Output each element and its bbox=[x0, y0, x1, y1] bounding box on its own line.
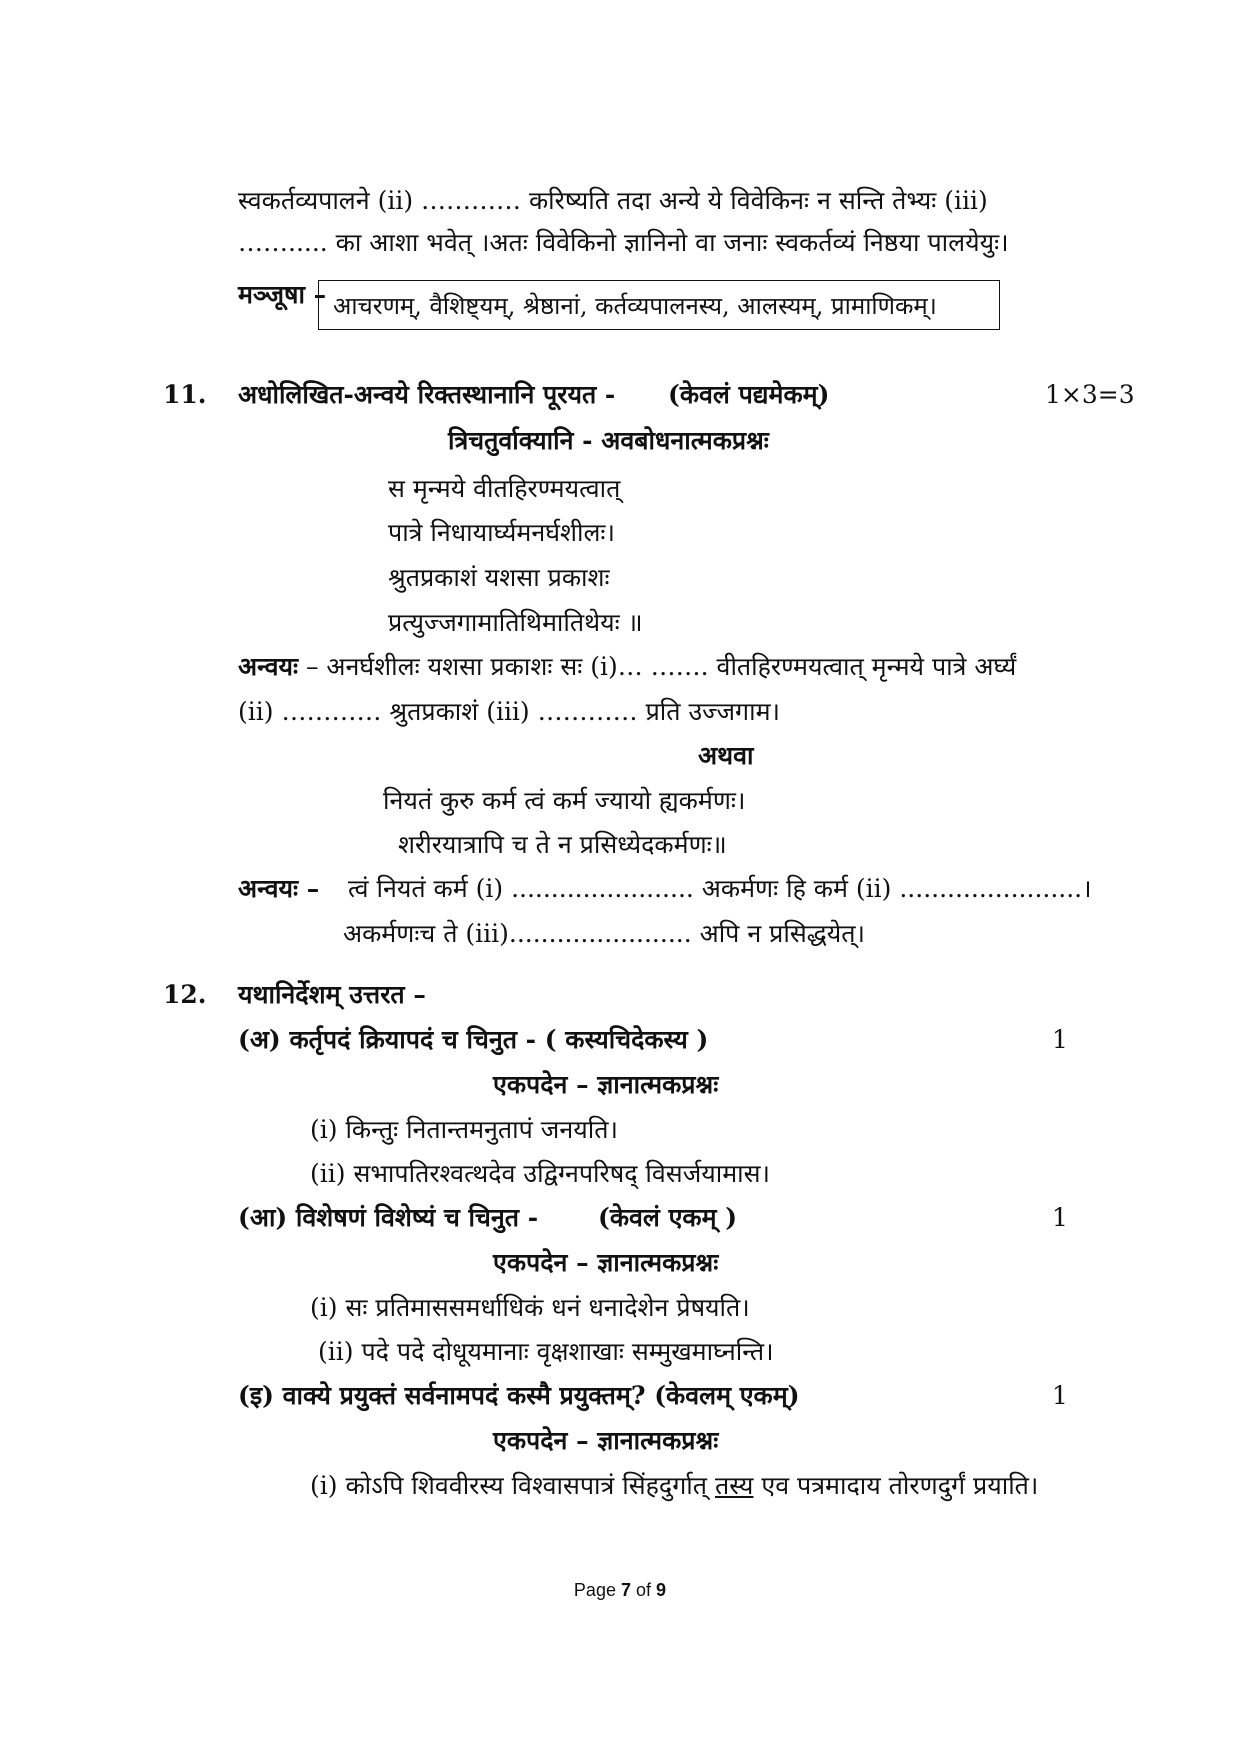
manjusha-label: मञ्जूषा – bbox=[238, 280, 327, 309]
verse2-line-1: नियतं कुरु कर्म त्वं कर्म ज्यायो ह्यकर्मणः। bbox=[383, 786, 746, 815]
anvaya2-label: अन्वयः – bbox=[238, 874, 320, 903]
anvaya1-label: अन्वयः bbox=[238, 652, 299, 681]
q12a-subheading: एकपदेन – ज्ञानात्मकप्रश्नः bbox=[493, 1070, 719, 1099]
footer-of-word: of bbox=[636, 1580, 652, 1600]
q12aa-marks: 1 bbox=[1052, 1203, 1068, 1232]
passage-line-1: स्वकर्तव्यपालने (ii) ………… करिष्यति तदा अन्ये ये विवेकिनः न सन्ति तेभ्यः (iii) bbox=[238, 186, 988, 215]
verse2-line-2: शरीरयात्रापि च ते न प्रसिध्येदकर्मणः॥ bbox=[398, 830, 727, 859]
manjusha-words: आचरणम्, वैशिष्ट्यम्, श्रेष्ठानां, कर्तव्यपालनस्य, आलस्यम्, प्रामाणिकम्। bbox=[333, 291, 937, 320]
q12aa-subheading: एकपदेन – ज्ञानात्मकप्रश्नः bbox=[493, 1248, 719, 1277]
q11-number: 11. bbox=[163, 380, 207, 409]
athava: अथवा bbox=[698, 741, 754, 770]
q12a-marks: 1 bbox=[1052, 1025, 1068, 1054]
q12aa-note: (केवलं एकम् ) bbox=[598, 1203, 738, 1232]
verse1-line-1: स मृन्मये वीतहिरण्मयत्वात् bbox=[388, 474, 621, 503]
verse1-line-4: प्रत्युज्जगामातिथिमातिथेयः ॥ bbox=[388, 608, 643, 637]
q12aa-item-2: (ii) पदे पदे दोधूयमानाः वृक्षशाखाः सम्मुखमाघ्नन्ति। bbox=[318, 1337, 774, 1366]
footer-total-pages: 9 bbox=[656, 1580, 667, 1600]
q12-title: यथानिर्देशम् उत्तरत – bbox=[238, 980, 426, 1009]
passage-line-2: ……..... का आशा भवेत् ।अतः विवेकिनो ज्ञानिनो वा जनाः स्वकर्तव्यं निष्ठया पालयेयुः। bbox=[238, 228, 1009, 257]
page-footer bbox=[0, 1580, 1240, 1601]
manjusha-box bbox=[318, 280, 1000, 330]
anvaya1-text: – अनर्घशीलः यशसा प्रकाशः सः (i)… ……. वीतहिरण्मयत्वात् मृन्मये पात्रे अर्घ्यं bbox=[298, 652, 1017, 681]
anvaya2-line-2: अकर्मणःच ते (iii)....................... अपि न प्रसिद्धयेत्। bbox=[343, 919, 865, 948]
q11-marks: 1×3=3 bbox=[1045, 380, 1135, 409]
q12aa-label: (आ) विशेषणं विशेष्यं च चिनुत - bbox=[238, 1203, 539, 1232]
q12-number: 12. bbox=[163, 980, 207, 1009]
verse1-line-2: पात्रे निधायार्घ्यमनर्घशीलः। bbox=[388, 518, 615, 547]
q12a-label: (अ) कर्तृपदं क्रियापदं च चिनुत - ( कस्यचिदेकस्य ) bbox=[238, 1025, 709, 1054]
anvaya1-line-2: (ii) ………… श्रुतप्रकाशं (iii) ………… प्रति उज्जगाम। bbox=[238, 697, 780, 726]
q11-note: (केवलं पद्यमेकम्) bbox=[668, 380, 830, 409]
footer-page-word: Page bbox=[573, 1580, 616, 1600]
q12i-marks: 1 bbox=[1052, 1381, 1068, 1410]
footer-current-page: 7 bbox=[620, 1580, 631, 1600]
q12i-item-underlined-pronoun: तस्य bbox=[714, 1471, 754, 1500]
q12i-subheading: एकपदेन – ज्ञानात्मकप्रश्नः bbox=[493, 1426, 719, 1455]
q11-title: अधोलिखित-अन्वये रिक्तस्थानानि पूरयत - bbox=[238, 380, 616, 409]
q12a-item-2: (ii) सभापतिरश्वत्थदेव उद्विग्नपरिषद् विसर्जयामास। bbox=[310, 1159, 771, 1188]
q12aa-item-1: (i) सः प्रतिमाससमर्धाधिकं धनं धनादेशेन प्रेषयति। bbox=[310, 1293, 750, 1322]
q12i-item-text-post: एव पत्रमादाय तोरणदुर्गं प्रयाति। bbox=[753, 1471, 1039, 1500]
q11-subheading: त्रिचतुर्वाक्यानि - अवबोधनात्मकप्रश्नः bbox=[448, 426, 769, 455]
q12a-item-1: (i) किन्तुः नितान्तमनुतापं जनयति। bbox=[310, 1115, 618, 1144]
anvaya1-line-1 bbox=[238, 652, 1016, 682]
q12i-item-text-pre: (i) कोऽपि शिववीरस्य विश्वासपात्रं सिंहदुर्गात् bbox=[310, 1471, 715, 1500]
q12i-label: (इ) वाक्ये प्रयुक्तं सर्वनामपदं कस्मै प्रयुक्तम्? (केवलम् एकम्) bbox=[238, 1381, 800, 1410]
verse1-line-3: श्रुतप्रकाशं यशसा प्रकाशः bbox=[388, 563, 610, 592]
anvaya2-line-1: त्वं नियतं कर्म (i) ....................... अकर्मणः हि कर्म (ii) .......................। bbox=[348, 874, 1092, 903]
q12i-item-1 bbox=[310, 1471, 1038, 1501]
